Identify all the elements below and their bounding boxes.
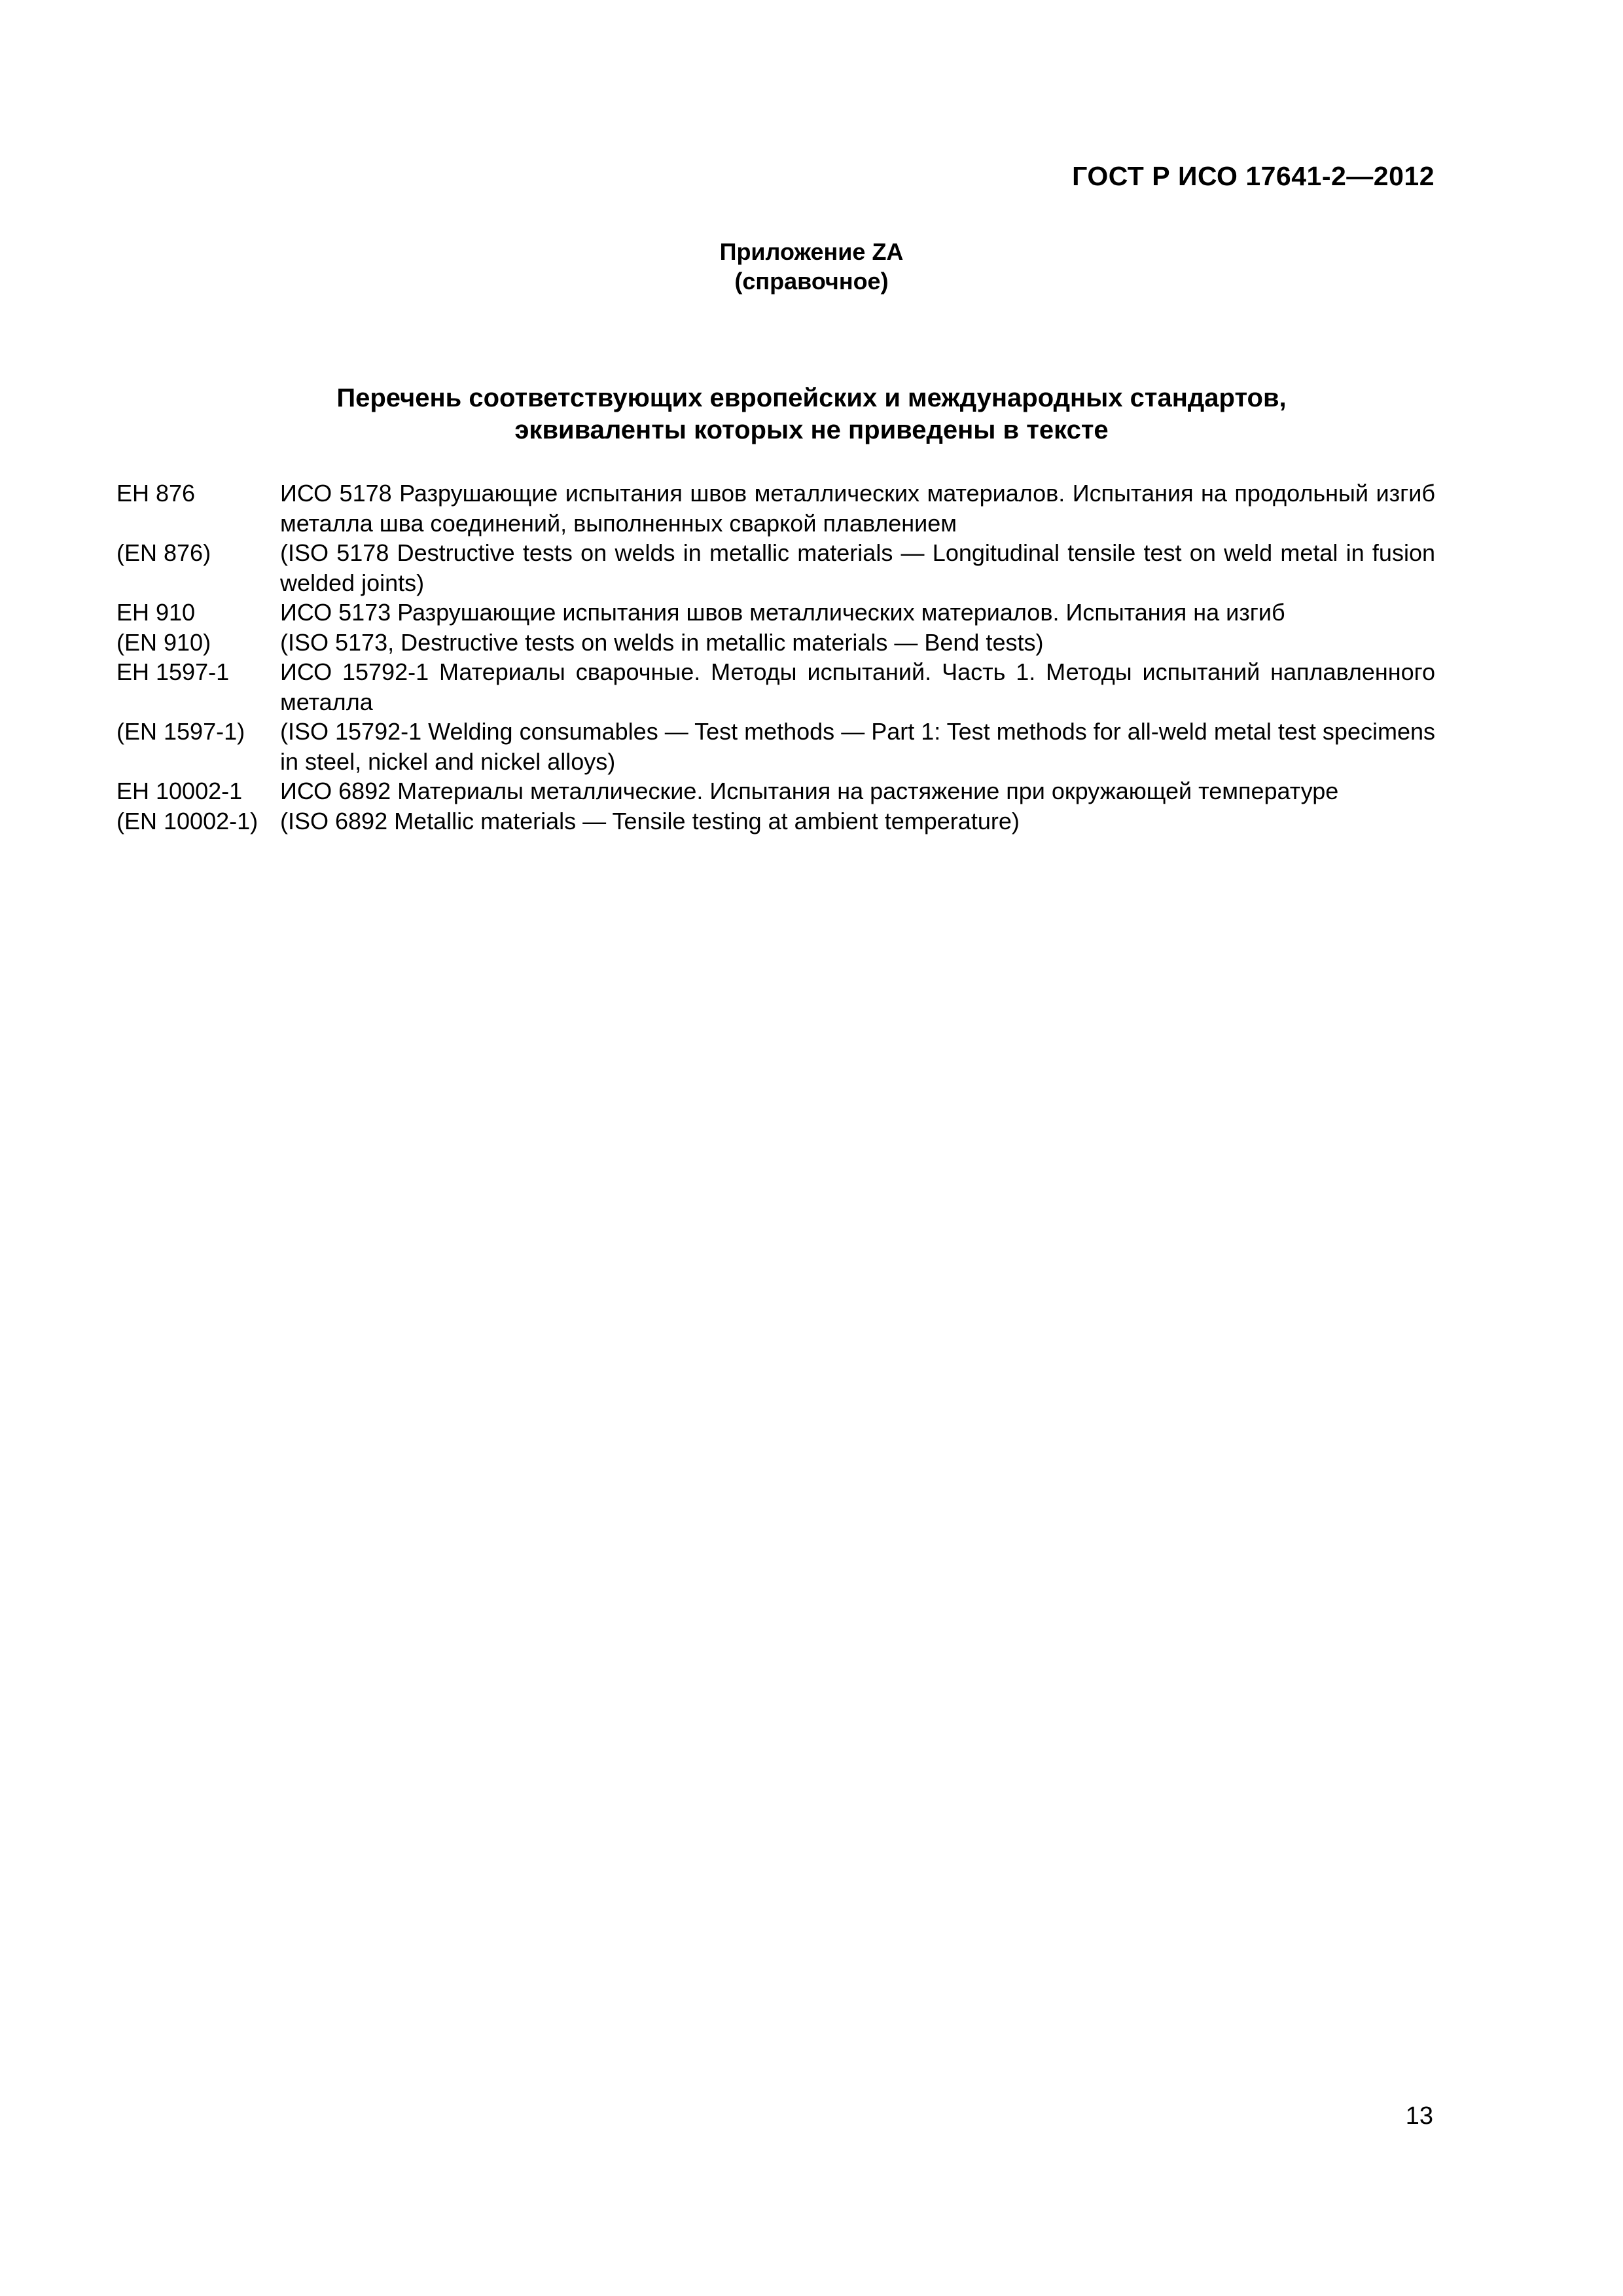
- reference-description: ИСО 6892 Материалы металлические. Испытания на растяжение при окружающей температуре: [280, 778, 1339, 804]
- reference-code: ЕН 1597-1: [116, 658, 230, 685]
- reference-row: [116, 776, 1435, 806]
- reference-description: (ISO 15792-1 Welding consumables — Test methods — Part 1: Test methods for all-weld metal test specimens in steel, nickel and nickel alloys): [280, 718, 1435, 775]
- section-title: [0, 382, 1623, 446]
- reference-list: [116, 478, 1435, 836]
- section-title-line-2: эквиваленты которых не приведены в тексте: [514, 416, 1109, 444]
- reference-code: (EN 876): [116, 539, 211, 566]
- annex-title: Приложение ZA: [719, 238, 904, 265]
- page-number: 13: [1405, 2102, 1433, 2130]
- reference-code: (EN 1597-1): [116, 718, 245, 745]
- reference-description: ИСО 5173 Разрушающие испытания швов металлических материалов. Испытания на изгиб: [280, 599, 1285, 626]
- reference-code: ЕН 10002-1: [116, 778, 243, 804]
- reference-row: [116, 717, 1435, 776]
- reference-row: [116, 538, 1435, 598]
- reference-description: (ISO 6892 Metallic materials — Tensile testing at ambient temperature): [280, 807, 1020, 834]
- annex-heading: [0, 237, 1623, 296]
- annex-subtitle: (справочное): [734, 268, 889, 295]
- reference-description: (ISO 5173, Destructive tests on welds in metallic materials — Bend tests): [280, 628, 1044, 656]
- reference-row: [116, 806, 1435, 836]
- reference-row: [116, 598, 1435, 628]
- reference-code: ЕН 910: [116, 599, 196, 626]
- reference-code: ЕН 876: [116, 480, 196, 507]
- reference-code: (EN 910): [116, 628, 211, 656]
- reference-description: ИСО 5178 Разрушающие испытания швов металлических материалов. Испытания на продольный изгиб металла шва соединений, выполненных сваркой плавлением: [280, 480, 1435, 537]
- reference-description: (ISO 5178 Destructive tests on welds in metallic materials — Longitudinal tensile test on weld metal in fusion welded joints): [280, 539, 1435, 596]
- reference-row: [116, 628, 1435, 658]
- reference-description: ИСО 15792-1 Материалы сварочные. Методы испытаний. Часть 1. Методы испытаний наплавленного металла: [280, 658, 1435, 715]
- reference-row: [116, 657, 1435, 717]
- section-title-line-1: Перечень соответствующих европейских и международных стандартов,: [336, 384, 1287, 412]
- reference-code: (EN 10002-1): [116, 807, 259, 834]
- reference-row: [116, 478, 1435, 538]
- document-code: ГОСТ Р ИСО 17641-2—2012: [1072, 161, 1435, 191]
